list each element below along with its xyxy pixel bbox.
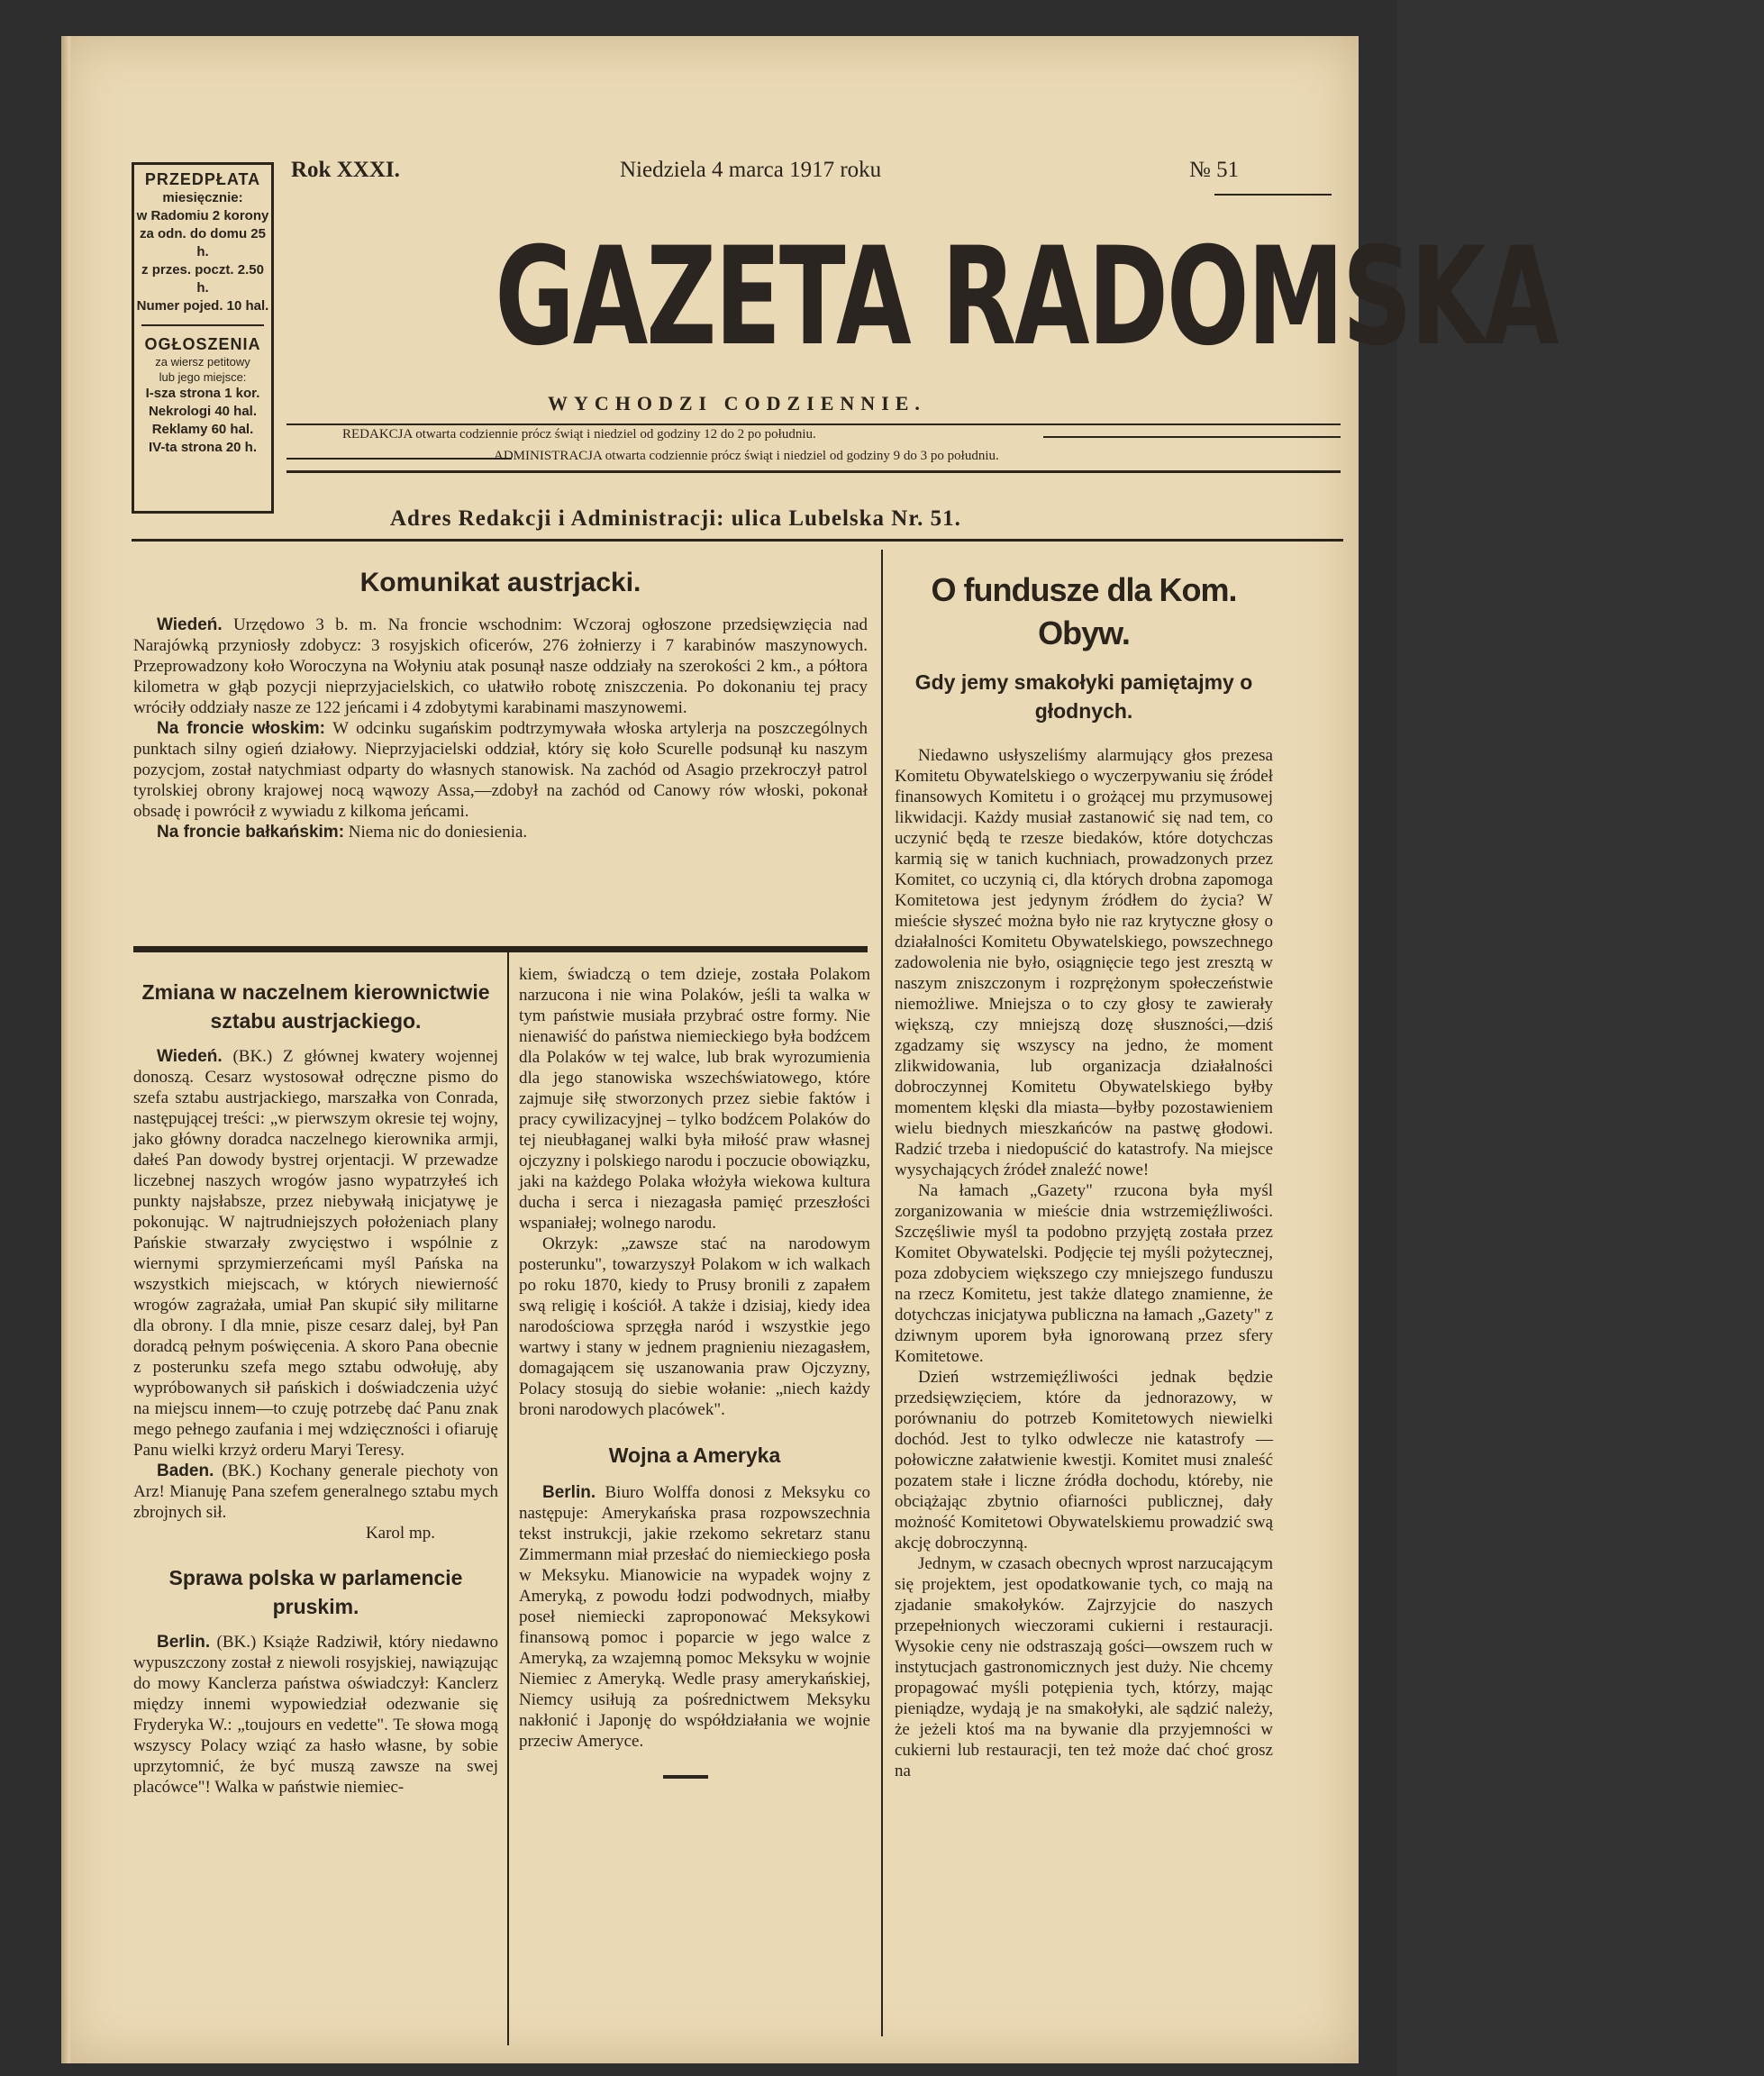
subscription-line: w Radomiu 2 korony bbox=[136, 208, 269, 223]
komunikat-paragraph: W odcinku sugańskim podtrzymywała włoska artylerja na poszczególnych punktach silny ogień działowy. Nieprzyjacielski oddział, który się koło Scurelle podsunął ku naszym pozycjom, został natychmiast odparty do własnych stanowisk. Na zachód od Asagio przekroczył patrol tyrolskiej obrony krajowej nocą wąwozy Assa,—zdobył na zachód od Canowy rów włoski, pokonał obsadę i powrócił z wywiadu z kilkoma jeńcami. bbox=[133, 719, 868, 821]
fundusze-paragraph: Jednym, w czasach obecnych wprost narzucającym się projektem, jest opodatkowanie tych, co mają na zjadanie smakołyków. Zajrzyjcie do naszych przepełnionych wieczorami cukierni i restauracji. Wysokie ceny nie odstraszają gości—owszem ruch w instytucjach gastronomicznych jest duży. Nie chcemy propagować myśli potępienia tych, którzy, mając pieniądze, wydają je na smakołyki, ale sądzić należy, że jeżeli ktoś ma na bywanie dla przyjemności w cukierni lub restauracji, ten też może dać choć grosz na bbox=[895, 1554, 1273, 1780]
sprawa-paragraph: (BK.) Książe Radziwił, który niedawno wypuszczony został z niewoli rosyjskiej, nawiązując do mowy Kanclerza państwa oświadczył: Kanclerz między innemi wypowiedział odezwanie się Fryderyka W.: „toujours en vedette". Te słowa mogą wszyscy Polacy wziąć za hasło własne, by sobie uprzytomnić, że być muszą zawsze na swej placówce"! Walka w państwie niemiec- bbox=[133, 1633, 499, 1797]
volume-label: Rok XXXI. bbox=[291, 158, 400, 182]
ads-line: I-sza strona 1 kor. bbox=[145, 386, 260, 401]
front-heading: Na froncie włoskim: bbox=[157, 719, 325, 738]
dateline: Wiedeń. bbox=[157, 615, 223, 634]
header-rule bbox=[286, 470, 1341, 473]
right-column bbox=[895, 554, 1273, 1781]
left-column bbox=[133, 964, 498, 1798]
ads-heading: OGŁOSZENIA bbox=[144, 335, 261, 353]
subscription-line: za odn. do domu 25 h. bbox=[139, 226, 266, 260]
issue-number: № 51 bbox=[1189, 158, 1240, 182]
header-rule bbox=[286, 423, 1341, 425]
fundusze-title: O fundusze dla Kom. Obyw. bbox=[931, 571, 1237, 651]
ads-line: IV-ta strona 20 h. bbox=[148, 440, 258, 455]
column-divider bbox=[881, 550, 883, 2036]
zmiana-paragraph: (BK.) Kochany generale piechoty von Arz! Mianuję Pana szefem generalnego sztabu mych zbrojnych sił. bbox=[133, 1461, 498, 1522]
subscription-line: z przes. poczt. 2.50 h. bbox=[141, 262, 264, 296]
issue-date: Niedziela 4 marca 1917 roku bbox=[620, 158, 882, 182]
column-divider bbox=[507, 946, 509, 2045]
header-rule bbox=[286, 458, 512, 460]
newspaper-page bbox=[61, 36, 1558, 2063]
sprawa-continued: Okrzyk: „zawsze stać na narodowym posterunku", towarzyszył Polakom w ich walkach po roku 1870, kiedy to Prusy bronili z zapałem swą religię i kościół. A także i dzisiaj, kiedy idea narodościowa sprzęgła naród i wszystkie jego wartwy i stany w jednem pragnieniu niezagasłem, domagającem się uszanowania praw Ojczyzny, Polacy stosują do siebie wołanie: „niech każdy broni narodowych placówek". bbox=[519, 1234, 870, 1419]
masthead-subtitle: WYCHODZI CODZIENNIE. bbox=[548, 392, 926, 414]
komunikat-paragraph: Niema nic do doniesienia. bbox=[348, 823, 528, 842]
dateline: Berlin. bbox=[157, 1633, 211, 1652]
section-divider bbox=[133, 946, 868, 952]
zmiana-paragraph: (BK.) Z głównej kwatery wojennej donoszą. Cesarz wystosował odręczne pismo do szefa sztabu austrjackiego, marszałka von Conrada, następującej treści: „w pierwszym okresie tej wojny, jako główny doradca naczelnego kierownika armji, dałeś Pan dowody bystrej orjentacji. W przewadze liczebnej naszych wrogów jasno wypatrzyłeś ich punkty najsłabsze, przez niebywałą inicjatywę je pokonując. W najtrudniejszych położeniach plany Pańskie stwarzały zwycięstwo i wspólnie z wiernymi sprzymierzeńcami myśl Pańska na wszystkich miejscach, w których niewierność wrogów zagrażała, umiał Pan skupić siły militarne dla obrony. I dla mnie, pisze cesarz dalej, był Pan doradcą pełnym poświęcenia. A skoro Pana obecnie z posterunku szefa mego sztabu odwołuję, aby wypróbowanych sił pańskich i doświadczenia użyć na miejscu innem—to czuję potrzebę dać Panu znak mego pełnego zaufania i mej wdzięczności i ofiaruję Panu wielki krzyż orderu Maryi Teresy. bbox=[133, 1047, 498, 1460]
subscription-line: Numer pojed. 10 hal. bbox=[136, 298, 269, 314]
fundusze-paragraph: Dzień wstrzemięźliwości jednak będzie przedsięwzięciem, które da jednorazowy, w porównaniu do potrzeb Komitetowych niewielki dochód. Jest to tylko odwlecze nie katastrofy — połowiczne załatwienie kwestji. Komitet musi znaleść pozatem stałe i liczne źródła dochodu, któreby, nie obciążając zbytnio ofiarności publicznej, dały możność Komitetowi Obywatelskiemu prowadzić swą akcję dobroczynną. bbox=[895, 1368, 1273, 1552]
wojna-paragraph: Biuro Wolffa donosi z Meksyku co następuje: Amerykańska prasa rozpowszechnia tekst instrukcji, jakie rzekomo sekretarz stanu Zimmermann miał przesłać do niemieckiego posła w Meksyku. Mianowicie na wypadek wojny z Ameryką, z powodu łodzi podwodnych, miałby poseł niemiecki zaproponować Meksykowi finansową pomoc i poparcie w jego walce z Ameryką, za wzajemną pomoc Meksyku w wojnie Niemiec z Ameryką. Wedle prasy amerykańskiej, Niemcy usiłują za pośrednictwem Meksyku nakłonić i Japonję do współdziałania we wojnie przeciw Ameryce. bbox=[519, 1483, 870, 1751]
masthead-rule bbox=[1214, 194, 1332, 196]
sprawa-title: Sprawa polska w parlamencie pruskim. bbox=[168, 1566, 463, 1618]
komunikat-paragraph: Urzędowo 3 b. m. Na froncie wschodnim: Wczoraj ogłoszone przedsięwzięcia nad Narajówką przyniosły zdobycz: 3 rosyjskich oficerów, 276 żołnierzy i 7 karabinów maszynowych. Przeprowadzony koło Woroczyna na Wołyniu atak posunął nasze oddziały na szerokości 2 km., a półtora kilometra w głąb pozycji nieprzyjacielskich, co ułatwiło robotę zniszczenia. Po dokonaniu tej pracy wróciły oddziały nasze ze 122 jeńcami i 4 zdobytymi karabinami maszynowemi. bbox=[133, 615, 868, 717]
ads-line: za wiersz petitowy bbox=[155, 355, 250, 369]
dateline: Baden. bbox=[157, 1461, 214, 1480]
ads-line: lub jego miejsce: bbox=[159, 370, 247, 384]
administracja-hours: ADMINISTRACJA otwarta codziennie prócz świąt i niedziel od godziny 9 do 3 po południu. bbox=[494, 449, 999, 463]
fundusze-paragraph: Niedawno usłyszeliśmy alarmujący głos prezesa Komitetu Obywatelskiego o wyczerpywaniu się źródeł finansowych Komitetu i o grożącej mu przymusowej likwidacji. Każdy musiał zastanowić się nad tem, co uczynić będą te rzesze biedaków, które dotychczas karmią się w tanich kuchniach, prowadzonych przez Komitet, co uczynią ci, dla których drobna zapomoga Komitetowa jest jedynym źródłem do życia? W mieście słyszeć można było nie raz krytyczne głosy o działalności Komitetu Obywatelskiego, powszechnego zadowolenia nie było, osiągnięcie tego jest zresztą w naszym zniszczonym i rozprężonym społeczeństwie niemożliwe. Mniejsza o to czy głosy te zawierały większą, czy mniejszą dozę słuszności,—dziś zgadzamy się wszyscy na jedno, że moment zlikwidowania, lub organizacja działalności dobroczynnej Komitetu Obywatelskiego byłby momentem klęski dla miasta—byłby pozostawieniem wielu biednych mieszkańców na pastwę głodowi. Radzić trzeba i niedopuścić do katastrofy. Na miejsce wysychających źródeł znaleźć nowe! bbox=[895, 746, 1273, 1179]
redakcja-hours: REDAKCJA otwarta codziennie prócz świąt i niedziel od godziny 12 do 2 po południu. bbox=[342, 427, 816, 442]
masthead-text: GAZETA RADOMSKA bbox=[495, 219, 1558, 376]
header-rule bbox=[1043, 436, 1341, 438]
subscription-heading: PRZEDPŁATA bbox=[144, 170, 261, 188]
fundusze-subtitle: Gdy jemy smakołyki pamiętajmy o głodnych. bbox=[914, 670, 1253, 723]
end-mark bbox=[663, 1775, 708, 1779]
subscription-monthly: miesięcznie: bbox=[162, 190, 243, 205]
signature: Karol mp. bbox=[365, 1524, 435, 1543]
ads-line: Nekrologi 40 hal. bbox=[148, 404, 258, 419]
middle-column bbox=[519, 964, 870, 1779]
zmiana-title: Zmiana w naczelnem kierownictwie sztabu austrjackiego. bbox=[141, 980, 490, 1033]
sprawa-continued: kiem, świadczą o tem dzieje, została Polakom narzucona i nie wina Polaków, jeśli ta walka w tym państwie musiała przybrać ostre formy. Nie nienawiść do państwa niemieckiego była bodźcem dla Polaków w tej walce, lub brak wyrozumienia dla jego stanowiska wszechświatowego, które zajmuje siłę stworzonych przez siebie faktów i pracy cywilizacyjnej – tylko bodźcem Polaków do tej nieubłaganej walki była miłość praw własnej ojczyzny i polskiego narodu i poczucie obowiązku, jaki na każdego Polaka włożyła wiekowa kultura ducha i serca i niezagasła pamięć przeszłości wspaniałej; wolnego narodu. bbox=[519, 965, 870, 1233]
dateline: Berlin. bbox=[542, 1483, 596, 1502]
subscription-box bbox=[132, 162, 274, 514]
ads-line: Reklamy 60 hal. bbox=[151, 422, 254, 437]
masthead-title bbox=[288, 185, 1558, 410]
subscription-divider bbox=[141, 324, 264, 326]
komunikat-article bbox=[133, 527, 868, 842]
page-fold bbox=[61, 36, 70, 2063]
fundusze-paragraph: Na łamach „Gazety" rzucona była myśl zorganizowania w mieście dnia wstrzemięźliwości. Szczęśliwie myśl ta podobno przyjętą została przez Komitet Obywatelski. Podjęcie tej myśli pożytecznej, poza zdobyciem większego czy mniejszego funduszu na rzecz Komitetu, jest także dlatego znamienne, że dotychczas inicjatywa publiczna na łamach „Gazety" z dziwnym uporem była ignorowaną przez sfery Komitetowe. bbox=[895, 1181, 1273, 1366]
dateline: Wiedeń. bbox=[157, 1047, 223, 1066]
address-line: Adres Redakcji i Administracji: ulica Lubelska Nr. 51. bbox=[390, 506, 961, 531]
komunikat-title: Komunikat austrjacki. bbox=[359, 568, 641, 597]
front-heading: Na froncie bałkańskim: bbox=[157, 823, 345, 842]
wojna-title: Wojna a Ameryka bbox=[608, 1443, 781, 1467]
